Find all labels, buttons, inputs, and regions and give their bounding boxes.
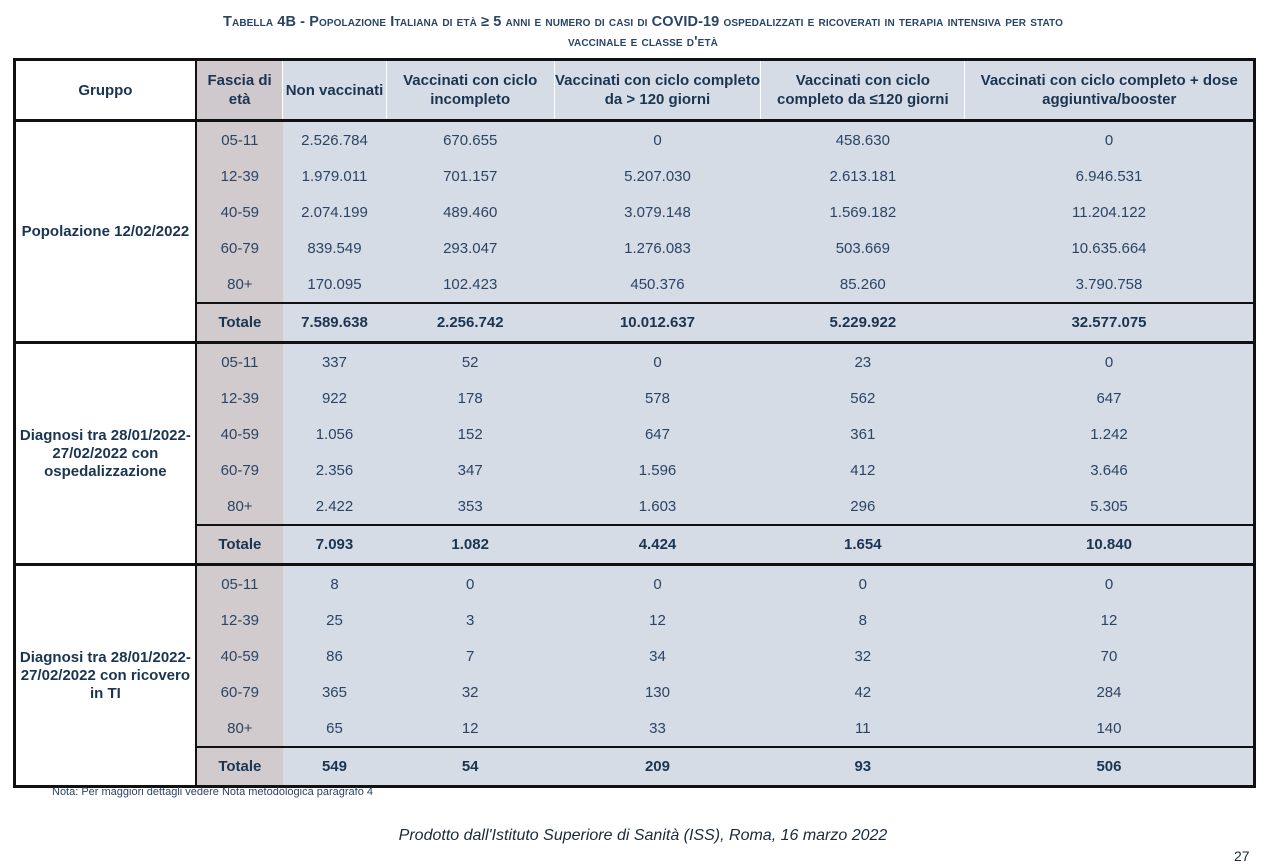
value-cell: 178 [386, 380, 554, 416]
value-cell: 1.056 [283, 416, 386, 452]
age-cell: 05-11 [196, 565, 283, 603]
value-cell: 170.095 [283, 266, 386, 303]
age-cell: 60-79 [196, 674, 283, 710]
header-completo-oltre-120: Vaccinati con ciclo completo da > 120 giorni [554, 60, 760, 121]
value-cell: 52 [386, 343, 554, 381]
value-cell: 1.569.182 [761, 194, 965, 230]
table-row [15, 158, 1255, 194]
value-cell: 296 [761, 488, 965, 525]
table-row [15, 121, 1255, 159]
total-value-cell: 1.654 [761, 525, 965, 565]
value-cell: 2.613.181 [761, 158, 965, 194]
value-cell: 2.356 [283, 452, 386, 488]
value-cell: 5.207.030 [554, 158, 760, 194]
total-value-cell: 2.256.742 [386, 303, 554, 343]
value-cell: 839.549 [283, 230, 386, 266]
total-value-cell: 1.082 [386, 525, 554, 565]
value-cell: 0 [554, 121, 760, 159]
value-cell: 562 [761, 380, 965, 416]
page-footer: Prodotto dall'Istituto Superiore di Sanità (ISS), Roma, 16 marzo 2022 [398, 827, 888, 844]
total-label: Totale [196, 525, 283, 565]
group-label: Diagnosi tra 28/01/2022-27/02/2022 con ospedalizzazione [15, 343, 196, 565]
value-cell: 34 [554, 638, 760, 674]
value-cell: 70 [965, 638, 1255, 674]
value-cell: 10.635.664 [965, 230, 1255, 266]
value-cell: 365 [283, 674, 386, 710]
total-row [15, 747, 1255, 787]
age-cell: 80+ [196, 710, 283, 747]
value-cell: 0 [386, 565, 554, 603]
value-cell: 32 [761, 638, 965, 674]
value-cell: 489.460 [386, 194, 554, 230]
value-cell: 3.646 [965, 452, 1255, 488]
value-cell: 140 [965, 710, 1255, 747]
age-cell: 80+ [196, 488, 283, 525]
table-row [15, 230, 1255, 266]
header-row [15, 60, 1255, 121]
age-cell: 40-59 [196, 638, 283, 674]
value-cell: 0 [554, 565, 760, 603]
age-cell: 80+ [196, 266, 283, 303]
value-cell: 33 [554, 710, 760, 747]
value-cell: 2.422 [283, 488, 386, 525]
value-cell: 647 [554, 416, 760, 452]
table-row [15, 565, 1255, 603]
total-label: Totale [196, 747, 283, 787]
total-value-cell: 549 [283, 747, 386, 787]
table-row [15, 452, 1255, 488]
total-value-cell: 506 [965, 747, 1255, 787]
value-cell: 1.242 [965, 416, 1255, 452]
value-cell: 85.260 [761, 266, 965, 303]
value-cell: 647 [965, 380, 1255, 416]
value-cell: 42 [761, 674, 965, 710]
table-row [15, 488, 1255, 525]
value-cell: 1.596 [554, 452, 760, 488]
total-row [15, 303, 1255, 343]
header-gruppo: Gruppo [15, 60, 196, 121]
table-row [15, 194, 1255, 230]
age-cell: 60-79 [196, 230, 283, 266]
value-cell: 8 [283, 565, 386, 603]
table-title [0, 12, 1286, 52]
value-cell: 8 [761, 602, 965, 638]
header-ciclo-incompleto: Vaccinati con ciclo incompleto [386, 60, 554, 121]
value-cell: 337 [283, 343, 386, 381]
age-cell: 05-11 [196, 121, 283, 159]
value-cell: 2.074.199 [283, 194, 386, 230]
value-cell: 503.669 [761, 230, 965, 266]
value-cell: 12 [386, 710, 554, 747]
table-row [15, 380, 1255, 416]
value-cell: 0 [965, 565, 1255, 603]
table-row [15, 638, 1255, 674]
value-cell: 347 [386, 452, 554, 488]
header-completo-entro-120: Vaccinati con ciclo completo da ≤120 giorni [761, 60, 965, 121]
table-row [15, 674, 1255, 710]
value-cell: 361 [761, 416, 965, 452]
value-cell: 86 [283, 638, 386, 674]
value-cell: 130 [554, 674, 760, 710]
value-cell: 1.276.083 [554, 230, 760, 266]
value-cell: 578 [554, 380, 760, 416]
value-cell: 32 [386, 674, 554, 710]
value-cell: 1.603 [554, 488, 760, 525]
table-row [15, 416, 1255, 452]
header-booster: Vaccinati con ciclo completo + dose aggiuntiva/booster [965, 60, 1255, 121]
value-cell: 152 [386, 416, 554, 452]
value-cell: 23 [761, 343, 965, 381]
value-cell: 412 [761, 452, 965, 488]
total-value-cell: 209 [554, 747, 760, 787]
value-cell: 450.376 [554, 266, 760, 303]
group-label: Diagnosi tra 28/01/2022-27/02/2022 con ricovero in TI [15, 565, 196, 787]
value-cell: 922 [283, 380, 386, 416]
table-title-line-2: vaccinale e classe d'età [568, 34, 718, 50]
page-number: 27 [1234, 848, 1250, 864]
table-row [15, 343, 1255, 381]
value-cell: 284 [965, 674, 1255, 710]
value-cell: 701.157 [386, 158, 554, 194]
table-title-line-1: Tabella 4B - Popolazione Italiana di età ≥ 5 anni e numero di casi di COVID-19 ospedalizzati e ricoverati in terapia intensiva per stato [223, 14, 1063, 30]
total-label: Totale [196, 303, 283, 343]
value-cell: 353 [386, 488, 554, 525]
value-cell: 458.630 [761, 121, 965, 159]
total-value-cell: 5.229.922 [761, 303, 965, 343]
value-cell: 1.979.011 [283, 158, 386, 194]
value-cell: 3 [386, 602, 554, 638]
age-cell: 12-39 [196, 602, 283, 638]
value-cell: 12 [554, 602, 760, 638]
footnote: Nota: Per maggiori dettagli vedere Nota metodologica paragrafo 4 [52, 786, 374, 798]
value-cell: 5.305 [965, 488, 1255, 525]
header-non-vaccinati: Non vaccinati [283, 60, 386, 121]
age-cell: 05-11 [196, 343, 283, 381]
age-cell: 12-39 [196, 158, 283, 194]
group-label: Popolazione 12/02/2022 [15, 121, 196, 343]
total-value-cell: 7.589.638 [283, 303, 386, 343]
table-row [15, 710, 1255, 747]
value-cell: 0 [554, 343, 760, 381]
age-cell: 60-79 [196, 452, 283, 488]
header-fascia-eta: Fascia di età [196, 60, 283, 121]
total-value-cell: 10.840 [965, 525, 1255, 565]
value-cell: 12 [965, 602, 1255, 638]
value-cell: 0 [965, 343, 1255, 381]
value-cell: 0 [761, 565, 965, 603]
age-cell: 40-59 [196, 194, 283, 230]
total-value-cell: 7.093 [283, 525, 386, 565]
value-cell: 3.790.758 [965, 266, 1255, 303]
value-cell: 7 [386, 638, 554, 674]
value-cell: 2.526.784 [283, 121, 386, 159]
value-cell: 25 [283, 602, 386, 638]
age-cell: 12-39 [196, 380, 283, 416]
age-cell: 40-59 [196, 416, 283, 452]
table-body [15, 121, 1255, 787]
value-cell: 6.946.531 [965, 158, 1255, 194]
total-value-cell: 10.012.637 [554, 303, 760, 343]
value-cell: 102.423 [386, 266, 554, 303]
value-cell: 670.655 [386, 121, 554, 159]
total-value-cell: 32.577.075 [965, 303, 1255, 343]
total-value-cell: 4.424 [554, 525, 760, 565]
total-row [15, 525, 1255, 565]
table-row [15, 602, 1255, 638]
value-cell: 0 [965, 121, 1255, 159]
total-value-cell: 54 [386, 747, 554, 787]
value-cell: 65 [283, 710, 386, 747]
data-table [13, 58, 1256, 788]
value-cell: 293.047 [386, 230, 554, 266]
value-cell: 3.079.148 [554, 194, 760, 230]
value-cell: 11.204.122 [965, 194, 1255, 230]
value-cell: 11 [761, 710, 965, 747]
table-row [15, 266, 1255, 303]
total-value-cell: 93 [761, 747, 965, 787]
